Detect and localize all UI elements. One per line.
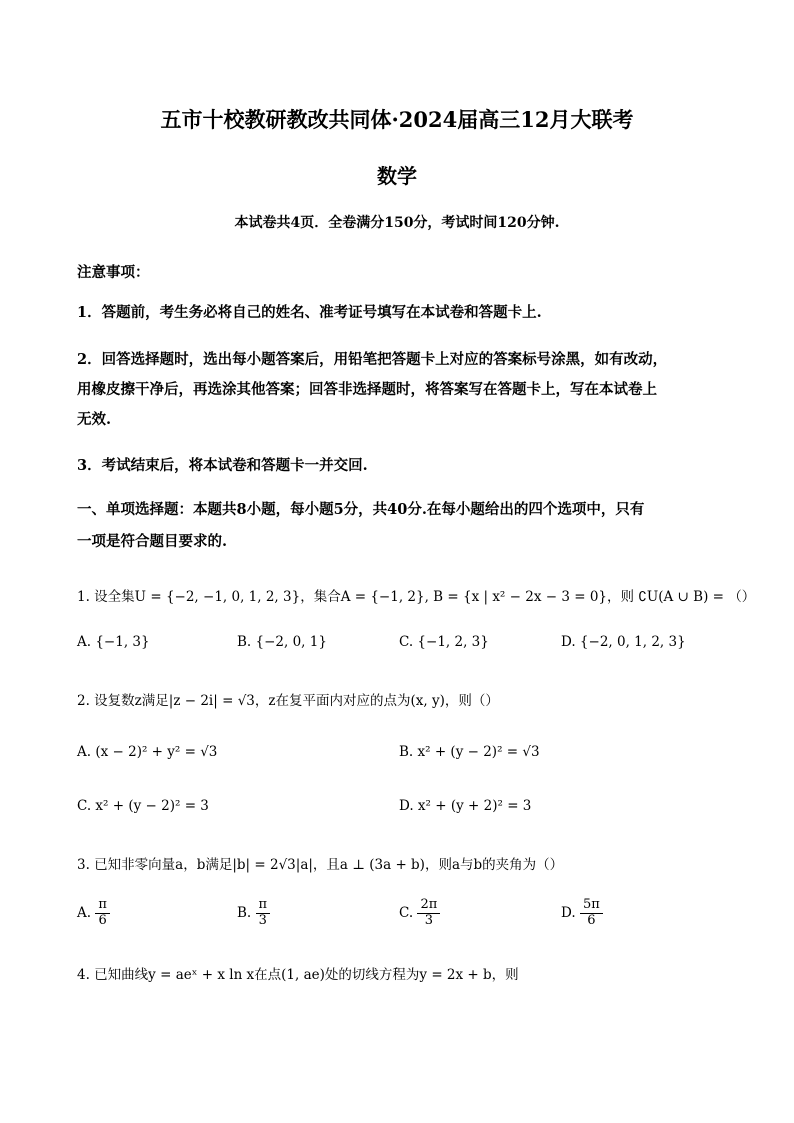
q2-option-c: C. x² + (y − 2)² = 3 [77,798,209,814]
q3-option-b-label: B. [237,904,252,921]
q2-option-d: D. x² + (y + 2)² = 3 [399,798,532,814]
q3-option-d [561,898,603,929]
q3-option-a-label: A. [77,904,92,921]
fraction-denominator: 3 [424,912,433,928]
notice-heading: 注意事项： [77,264,150,281]
notice-item-2: 2．回答选择题时，选出每小题答案后，用铅笔把答题卡上对应的答案标号涂黑，如有改动， [77,351,668,368]
question-4: 4. 已知曲线y = aeˣ + x ln x在点(1, ae)处的切线方程为y = 2x + b，则 [77,967,519,983]
question-3: 3. 已知非零向量a，b满足|b| = 2√3|a|，且a ⊥ (3a + b)，则a与b的夹角为（） [77,857,564,873]
subject-title: 数学 [377,164,417,188]
q1-option-d: D. {−2, 0, 1, 2, 3} [561,634,686,650]
exam-title: 五市十校教研教改共同体·2024届高三12月大联考 [160,107,634,132]
q3-option-a [77,898,110,929]
fraction-denominator: 6 [98,912,107,928]
q2-option-b: B. x² + (y − 2)² = √3 [399,744,540,760]
section-heading: 一、单项选择题：本题共8小题，每小题5分，共40分.在每小题给出的四个选项中，只有 [77,501,645,518]
notice-item-3: 3．考试结束后，将本试卷和答题卡一并交回. [77,457,368,474]
q1-option-c: C. {−1, 2, 3} [399,634,489,650]
q3-option-b [237,898,270,929]
section-heading-cont: 一项是符合题目要求的. [77,533,228,550]
q3-option-c-fraction [417,898,440,929]
exam-info: 本试卷共4页．全卷满分150分，考试时间120分钟. [234,215,560,231]
q3-option-c [399,898,440,929]
q3-option-a-fraction [95,898,110,929]
q3-option-b-fraction [256,898,271,929]
notice-item-2-cont: 用橡皮擦干净后，再选涂其他答案；回答非选择题时，将答案写在答题卡上，写在本试卷上 [77,381,657,398]
q3-option-c-label: C. [399,904,414,921]
q3-option-d-fraction [580,898,603,929]
fraction-numerator: 2π [417,898,440,914]
q3-option-d-label: D. [561,904,576,921]
notice-item-1: 1．答题前，考生务必将自己的姓名、准考证号填写在本试卷和答题卡上. [77,304,542,321]
fraction-numerator: π [256,898,271,914]
notice-item-2-cont2: 无效. [77,411,112,428]
fraction-denominator: 3 [258,912,267,928]
fraction-numerator: π [95,898,110,914]
fraction-numerator: 5π [580,898,603,914]
q1-option-b: B. {−2, 0, 1} [237,634,327,650]
q2-option-a: A. (x − 2)² + y² = √3 [77,744,218,760]
fraction-denominator: 6 [587,912,596,928]
q1-option-a: A. {−1, 3} [77,634,150,650]
question-2: 2. 设复数z满足|z − 2i| = √3，z在复平面内对应的点为(x, y)，则（） [77,693,499,709]
question-1: 1. 设全集U = {−2, −1, 0, 1, 2, 3}，集合A = {−1, 2}, B = {x | x² − 2x − 3 = 0}，则 ∁U(A ∪ B) = （） [77,589,756,605]
